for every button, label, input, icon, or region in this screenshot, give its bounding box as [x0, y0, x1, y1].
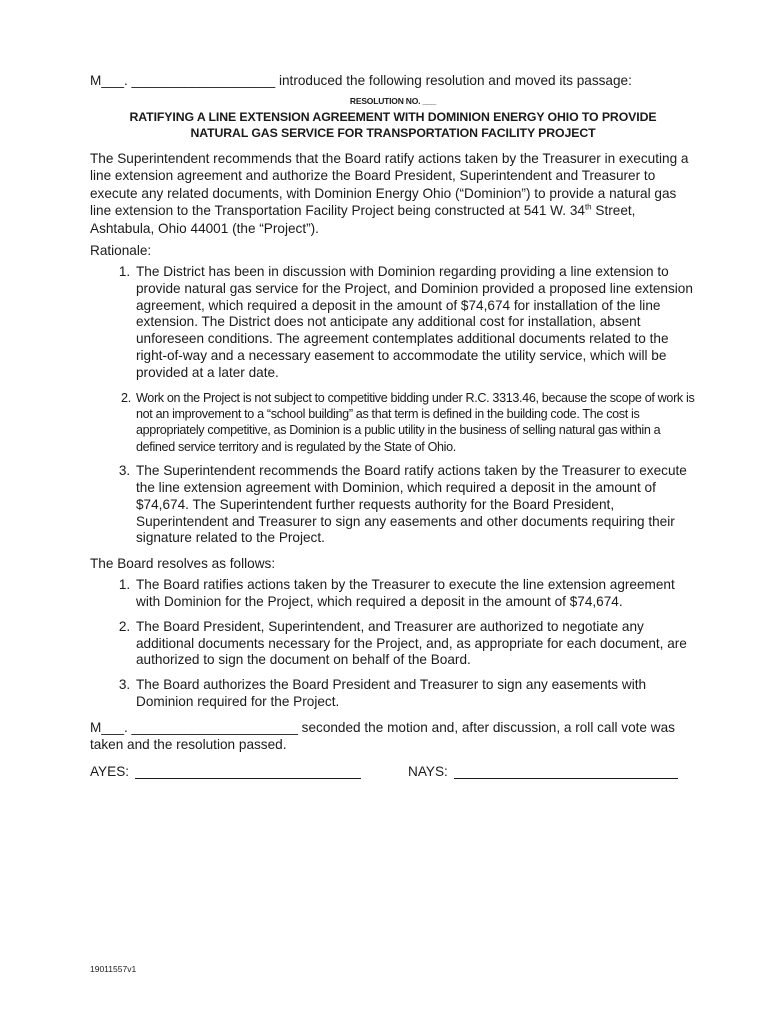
rationale-item-2: 2. Work on the Project is not subject to competitive bidding under R.C. 3313.46, because the scope of work is not an improvement to a “school building” as that term is defined in the building code. The cost is appropriately competitive, as Dominion is a public utility in the business of selling natural gas within a defined service territory and is regulated by the State of Ohio.	[134, 390, 696, 456]
resolves-heading: The Board resolves as follows:	[90, 556, 276, 572]
seconded-paragraph: M___. ______________________ seconded the motion and, after discussion, a roll call vote was taken and the resolution passed.	[90, 719, 675, 753]
recommendation-paragraph	[90, 150, 696, 237]
recommendation-text-end: Street, Ashtabula, Ohio 44001 (the “Project”).	[90, 203, 636, 236]
resolves-item-1: 1. The Board ratifies actions taken by the Treasurer to execute the line extension agreement with Dominion for the Project, which required a deposit in the amount of $74,674.	[134, 577, 696, 611]
rationale-item-1: 1. The District has been in discussion with Dominion regarding providing a line extension to provide natural gas service for the Project, and Dominion provided a proposed line extension agreement, which required a deposit in the amount of $74,674 for installation of the line extension. The District does not anticipate any additional cost for installation, absent unforeseen conditions. The agreement contemplates additional documents related to the right-of-way and a necessary easement to accommodate the utility service, which will be provided at a later date.	[134, 264, 696, 382]
motion-intro: M___. ___________________ introduced the following resolution and moved its passage:	[90, 73, 632, 88]
resolves-list	[90, 577, 696, 711]
ayes-label: AYES:	[90, 763, 130, 779]
nays-group	[408, 764, 678, 779]
resolves-item-3: 3. The Board authorizes the Board President and Treasurer to sign any easements with Dominion required for the Project.	[134, 677, 696, 711]
nays-label: NAYS:	[408, 763, 448, 779]
resolution-number: RESOLUTION NO. ___	[349, 96, 437, 106]
resolution-title	[90, 109, 696, 141]
nays-signature-line[interactable]	[454, 764, 678, 779]
vote-tally	[90, 764, 696, 779]
ordinal-suffix: th	[584, 202, 592, 212]
ayes-signature-line[interactable]	[135, 764, 361, 779]
title-line-1: RATIFYING A LINE EXTENSION AGREEMENT WITH DOMINION ENERGY OHIO TO PROVIDE	[129, 110, 657, 124]
resolves-item-2: 2. The Board President, Superintendent, and Treasurer are authorized to negotiate any additional documents necessary for the Project, and, as appropriate for each document, are authorized to sign the document on behalf of the Board.	[134, 619, 696, 669]
rationale-item-3: 3. The Superintendent recommends the Board ratify actions taken by the Treasurer to execute the line extension agreement with Dominion, which required a deposit in the amount of $74,674. The Superintendent further requests authority for the Board President, Superintendent and Treasurer to sign any easements and other documents requiring their signature related to the Project.	[134, 463, 696, 547]
ayes-group	[90, 764, 408, 779]
resolution-document	[90, 72, 696, 779]
recommendation-text: The Superintendent recommends that the Board ratify actions taken by the Treasurer in executing a line extension agreement and authorize the Board President, Superintendent and Treasurer to execute any related documents, with Dominion Energy Ohio (“Dominion”) to provide a natural gas line extension to the Transportation Facility Project being constructed at 541 W. 34	[90, 151, 689, 219]
title-line-2: NATURAL GAS SERVICE FOR TRANSPORTATION FACILITY PROJECT	[190, 126, 596, 140]
document-id-footer: 19011557v1	[90, 964, 137, 974]
rationale-list	[90, 264, 696, 547]
rationale-heading: Rationale:	[90, 243, 152, 259]
